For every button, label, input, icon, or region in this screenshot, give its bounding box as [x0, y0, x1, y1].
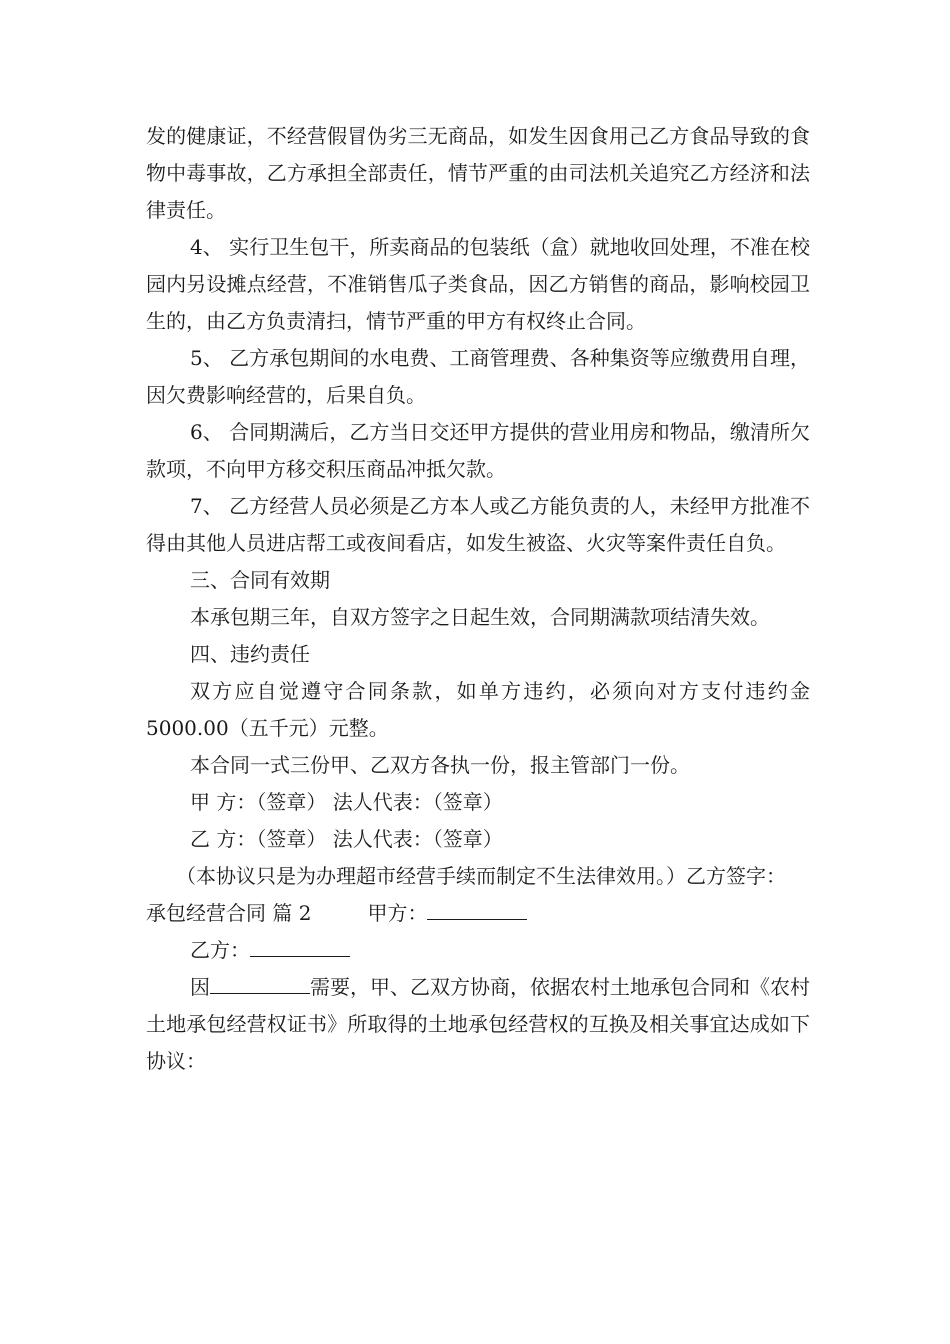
paragraph-health-cert: 发的健康证，不经营假冒伪劣三无商品，如发生因食用己乙方食品导致的食物中毒事故，乙方承担全部责任，情节严重的由司法机关追究乙方经济和法律责任。 [146, 124, 810, 222]
document-body [146, 118, 810, 1080]
party-b-line [146, 932, 810, 969]
section-heading-validity: 三、合同有效期 [190, 568, 330, 592]
section2-title: 承包经营合同 篇 2 [146, 901, 312, 925]
party-b-blank[interactable] [250, 936, 350, 957]
clause-4-hygiene: 4、 实行卫生包干，所卖商品的包装纸（盒）就地收回处理，不准在校园内另设摊点经营，不准销售瓜子类食品，因乙方销售的商品，影响校园卫生的，由乙方负责清扫，情节严重的甲方有权终止合同。 [146, 235, 810, 333]
reason-blank[interactable] [210, 973, 310, 994]
clause-prefix: 因 [190, 975, 210, 999]
signature-line-party-b: 乙 方：（签章） 法人代表：（签章） [190, 827, 503, 851]
clause-6-expiry: 6、 合同期满后，乙方当日交还甲方提供的营业用房和物品，缴清所欠款项，不向甲方移交积压商品冲抵欠款。 [146, 420, 810, 481]
party-b-label: 乙方： [190, 938, 250, 962]
section-heading-breach: 四、违约责任 [190, 642, 310, 666]
clause-suffix: 需要，甲、乙双方协商，依据农村土地承包合同和《农村土地承包经营权证书》所取得的土地承包经营权的互换及相关事宜达成如下协议： [146, 975, 810, 1073]
paragraph-validity: 本承包期三年，自双方签字之日起生效，合同期满款项结清失效。 [190, 605, 770, 629]
section2-clause [146, 969, 810, 1080]
clause-5-fees: 5、 乙方承包期间的水电费、工商管理费、各种集资等应缴费用自理，因欠费影响经营的，后果自负。 [146, 346, 810, 407]
section2-heading-line [146, 895, 810, 932]
party-a-blank[interactable] [427, 899, 527, 920]
paragraph-copies: 本合同一式三份甲、乙双方各执一份，报主管部门一份。 [190, 753, 690, 777]
signature-line-party-a: 甲 方：（签章） 法人代表：（签章） [190, 790, 503, 814]
clause-7-staff: 7、 乙方经营人员必须是乙方本人或乙方能负责的人，未经甲方批准不得由其他人员进店帮工或夜间看店，如发生被盗、火灾等案件责任自负。 [146, 494, 810, 555]
paragraph-disclaimer: （本协议只是为办理超市经营手续而制定不生法律效用。）乙方签字： [176, 864, 786, 888]
paragraph-breach: 双方应自觉遵守合同条款，如单方违约，必须向对方支付违约金 5000.00（五千元）元整。 [146, 679, 810, 740]
party-a-label: 甲方： [367, 901, 428, 925]
